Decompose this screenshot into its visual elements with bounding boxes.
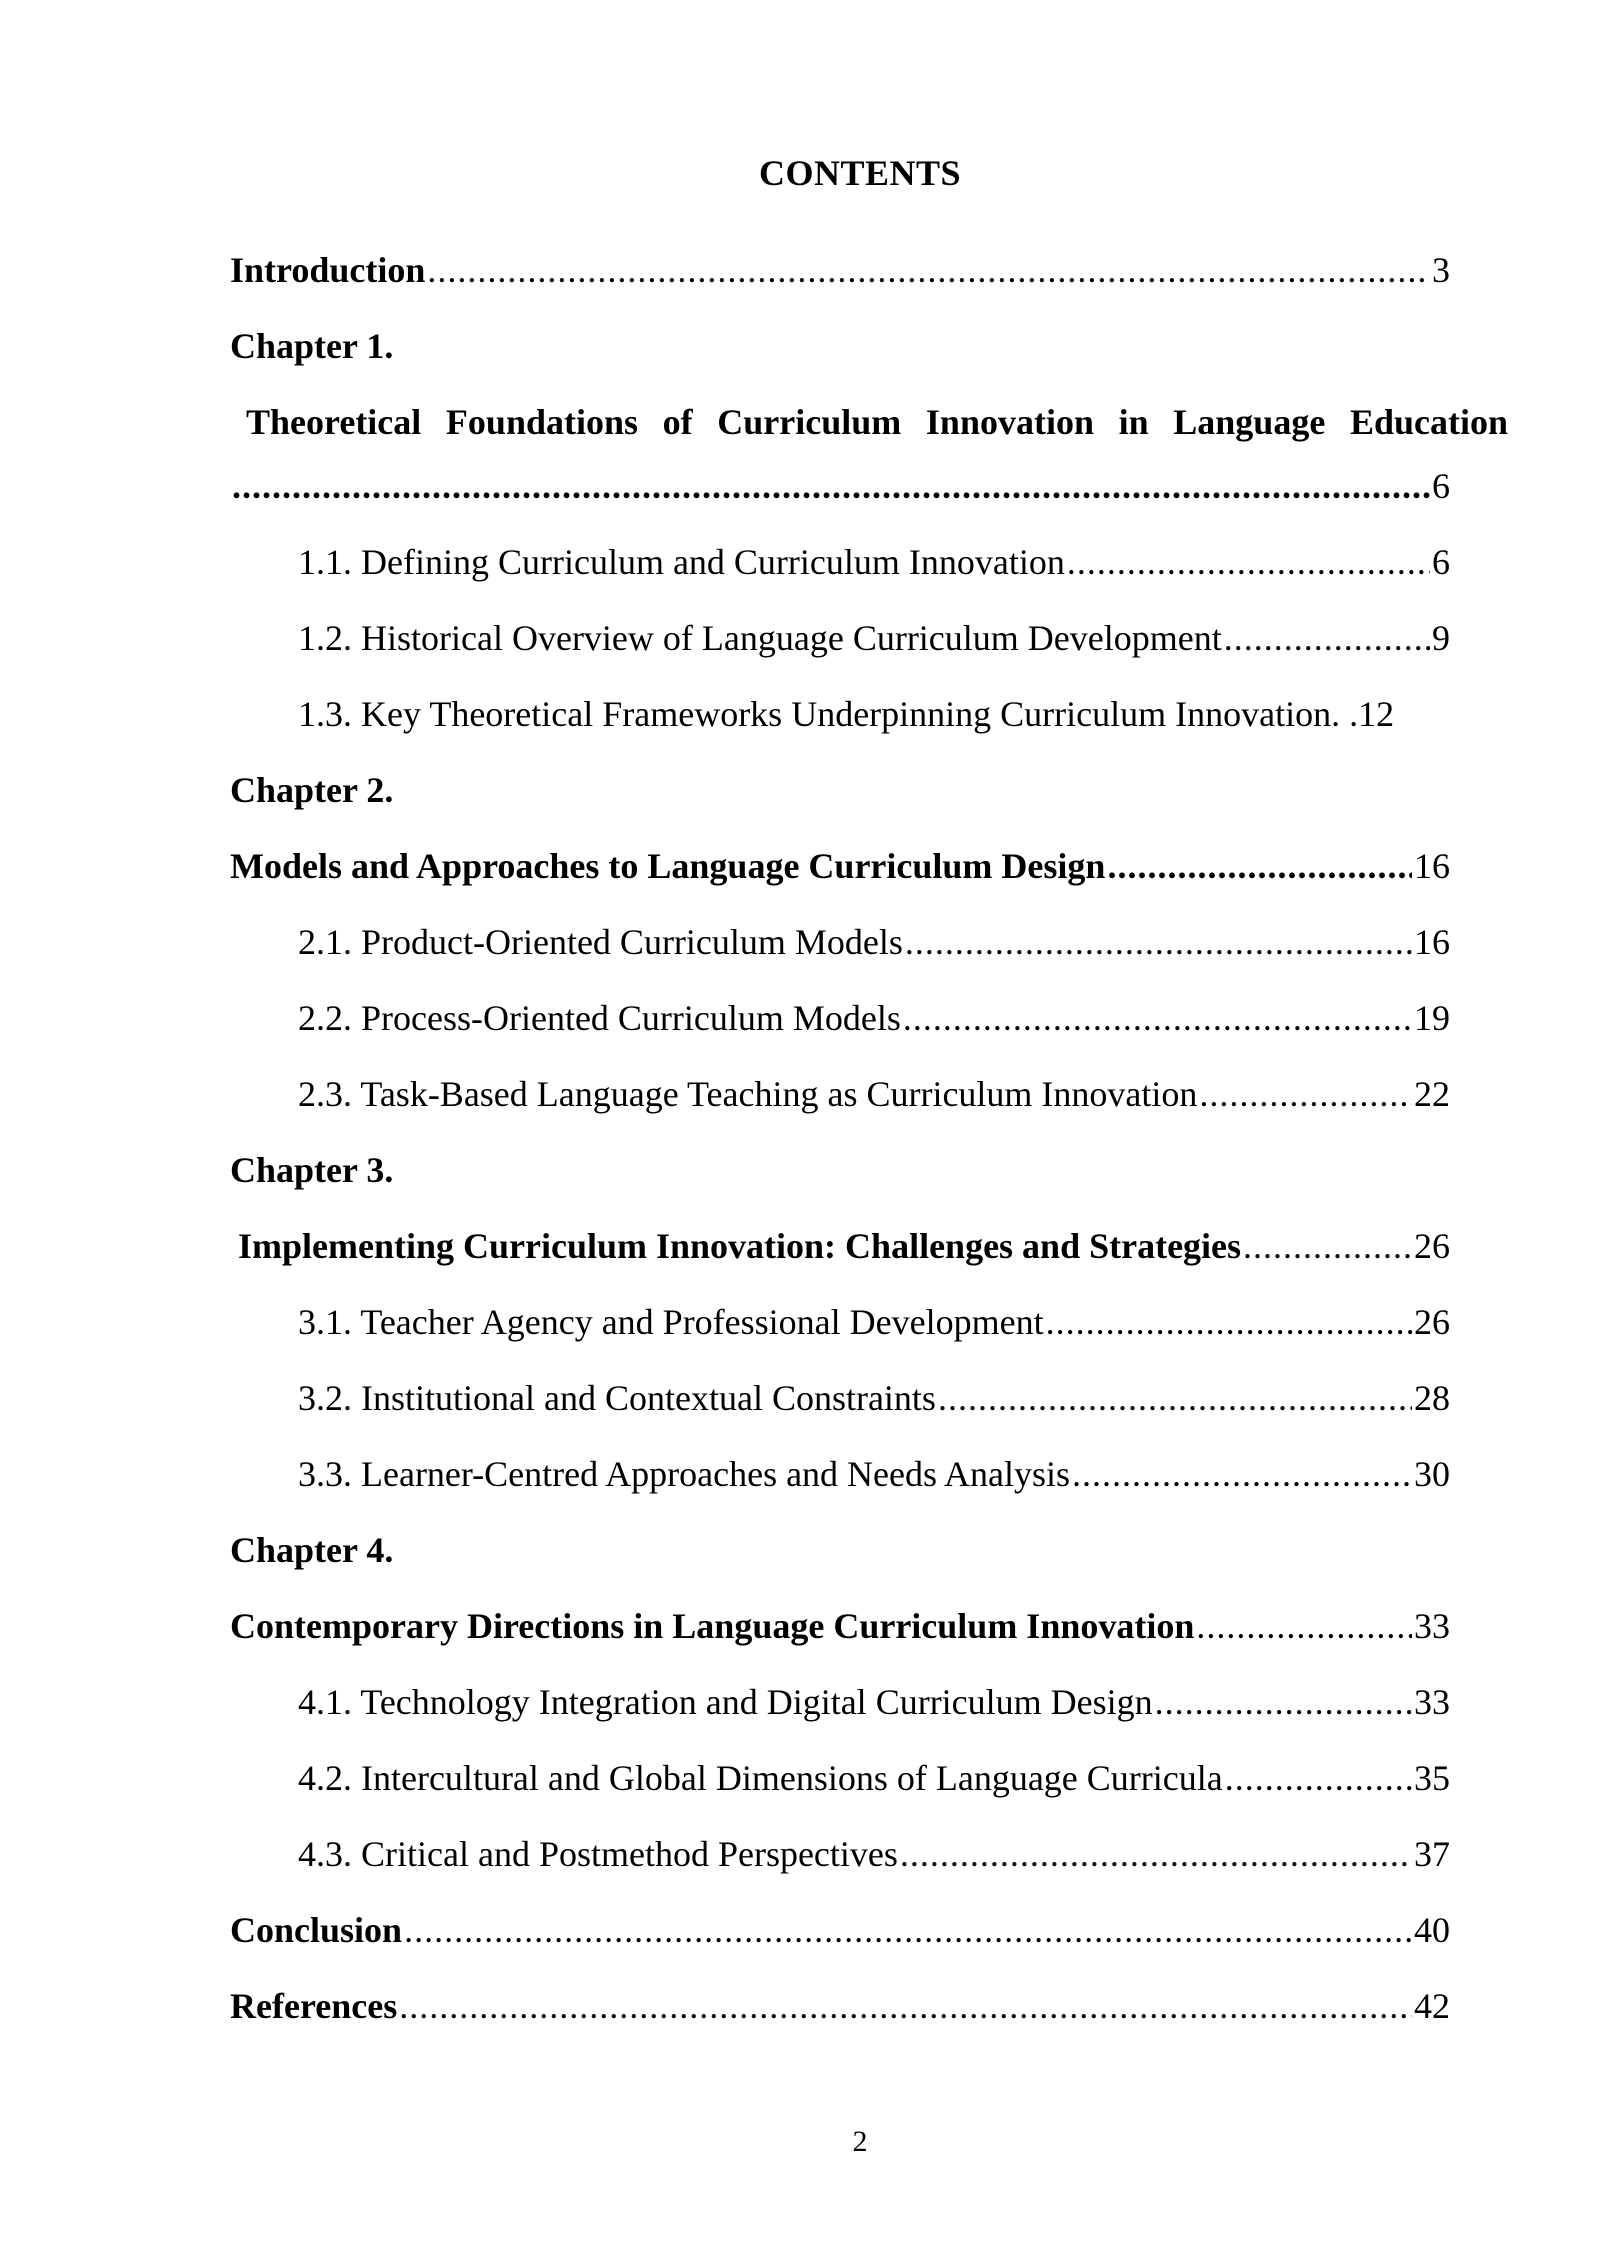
- toc-label: Models and Approaches to Language Curriculum Design: [230, 846, 1106, 886]
- toc-chapter-4-heading: [230, 1524, 1450, 1600]
- toc-section-1-1[interactable]: [230, 536, 1450, 612]
- toc-section-3-3[interactable]: [230, 1448, 1450, 1524]
- toc-label: 1.1. Defining Curriculum and Curriculum Innovation: [298, 542, 1065, 582]
- toc-chapter-1-title[interactable]: Theoretical Foundations of Curriculum Innovation in Language Education: [246, 402, 1508, 442]
- toc-entry-conclusion[interactable]: [230, 1904, 1450, 1980]
- dot-leader: [1196, 1600, 1412, 1652]
- toc-label: 4.2. Intercultural and Global Dimensions of Language Curricula: [298, 1758, 1223, 1798]
- toc-label: Conclusion: [230, 1910, 403, 1950]
- dot-leader: [1225, 1752, 1412, 1804]
- toc-section-3-1[interactable]: [230, 1296, 1450, 1372]
- toc-chapter-3-heading: [230, 1144, 1450, 1220]
- toc-section-4-3[interactable]: [230, 1828, 1450, 1904]
- toc-label: Chapter 2.: [230, 770, 394, 810]
- dot-leader: [427, 244, 1430, 296]
- dot-leader: [399, 1980, 1412, 2032]
- toc-section-1-3[interactable]: [230, 688, 1450, 764]
- toc-page-number: 9: [1432, 618, 1450, 658]
- dot-leader: [404, 1904, 1412, 1956]
- toc-section-2-3[interactable]: [230, 1068, 1450, 1144]
- toc-label: 1.2. Historical Overview of Language Curriculum Development: [298, 618, 1222, 658]
- toc-section-2-1[interactable]: [230, 916, 1450, 992]
- toc-page-number: 30: [1414, 1454, 1450, 1494]
- toc-label: 3.1. Teacher Agency and Professional Development: [298, 1302, 1044, 1342]
- dot-leader: [903, 992, 1412, 1044]
- toc-page-number: 37: [1414, 1834, 1450, 1874]
- page-number-footer: 2: [852, 2125, 868, 2158]
- toc-label: Contemporary Directions in Language Curriculum Innovation: [230, 1606, 1195, 1646]
- toc-chapter-2-title[interactable]: [230, 840, 1450, 916]
- page-title: CONTENTS: [758, 153, 962, 193]
- toc-label: 2.1. Product-Oriented Curriculum Models: [298, 922, 903, 962]
- toc-label: 2.3. Task-Based Language Teaching as Curriculum Innovation: [298, 1074, 1198, 1114]
- toc-label: Chapter 3.: [230, 1150, 394, 1190]
- toc-label: 3.2. Institutional and Contextual Constraints: [298, 1378, 936, 1418]
- toc-section-2-2[interactable]: [230, 992, 1450, 1068]
- toc-label: 3.3. Learner-Centred Approaches and Needs Analysis: [298, 1454, 1071, 1494]
- toc-section-4-2[interactable]: [230, 1752, 1450, 1828]
- toc-page-number: 22: [1414, 1074, 1450, 1114]
- toc-page-number: 6: [1432, 466, 1450, 506]
- toc-label: 2.2. Process-Oriented Curriculum Models: [298, 998, 901, 1038]
- toc-page-number: 3: [1432, 250, 1450, 290]
- toc-label: Implementing Curriculum Innovation: Challenges and Strategies: [238, 1226, 1242, 1266]
- toc-page-number: 6: [1432, 542, 1450, 582]
- toc-label: References: [230, 1986, 398, 2026]
- dot-leader: [1072, 1448, 1412, 1500]
- toc-chapter-1-heading: [230, 320, 1450, 396]
- dot-leader: [232, 460, 1430, 512]
- toc-page-number: 42: [1414, 1986, 1450, 2026]
- dot-leader: [905, 916, 1412, 968]
- toc-chapter-1-page-line[interactable]: [230, 460, 1450, 536]
- toc-chapter-3-title[interactable]: [230, 1220, 1450, 1296]
- toc-section-1-2[interactable]: [230, 612, 1450, 688]
- toc-label: 4.3. Critical and Postmethod Perspectives: [298, 1834, 898, 1874]
- toc-page-number: 16: [1414, 922, 1450, 962]
- toc-chapter-2-heading: [230, 764, 1450, 840]
- toc-label: Introduction: [230, 250, 426, 290]
- dot-leader: [1155, 1676, 1412, 1728]
- dot-leader: [1199, 1068, 1412, 1120]
- dot-leader: [1107, 840, 1412, 892]
- toc-page-number: 33: [1414, 1606, 1450, 1646]
- toc-entry-references[interactable]: [230, 1980, 1450, 2056]
- dot-leader: [1224, 612, 1430, 664]
- toc-label: 4.1. Technology Integration and Digital Curriculum Design: [298, 1682, 1153, 1722]
- toc-label: 1.3. Key Theoretical Frameworks Underpinning Curriculum Innovation. .: [298, 694, 1359, 734]
- toc-page-number: 12: [1358, 694, 1395, 734]
- toc-section-3-2[interactable]: [230, 1372, 1450, 1448]
- toc-page-number: 35: [1414, 1758, 1450, 1798]
- toc-page-number: 16: [1414, 846, 1450, 886]
- toc-page-number: 28: [1414, 1378, 1450, 1418]
- dot-leader: [938, 1372, 1412, 1424]
- dot-leader: [900, 1828, 1412, 1880]
- dot-leader: [1243, 1220, 1412, 1272]
- dot-leader: [1067, 536, 1430, 588]
- toc-label: Chapter 4.: [230, 1530, 394, 1570]
- table-of-contents: [230, 244, 1508, 2056]
- toc-page-number: 40: [1414, 1910, 1450, 1950]
- toc-label: Chapter 1.: [230, 326, 394, 366]
- dot-leader: [1046, 1296, 1412, 1348]
- toc-chapter-4-title[interactable]: [230, 1600, 1450, 1676]
- toc-page-number: 26: [1414, 1302, 1450, 1342]
- toc-page-number: 33: [1414, 1682, 1450, 1722]
- toc-section-4-1[interactable]: [230, 1676, 1450, 1752]
- toc-page-number: 26: [1414, 1226, 1450, 1266]
- toc-entry-introduction[interactable]: [230, 244, 1450, 320]
- toc-page-number: 19: [1414, 998, 1450, 1038]
